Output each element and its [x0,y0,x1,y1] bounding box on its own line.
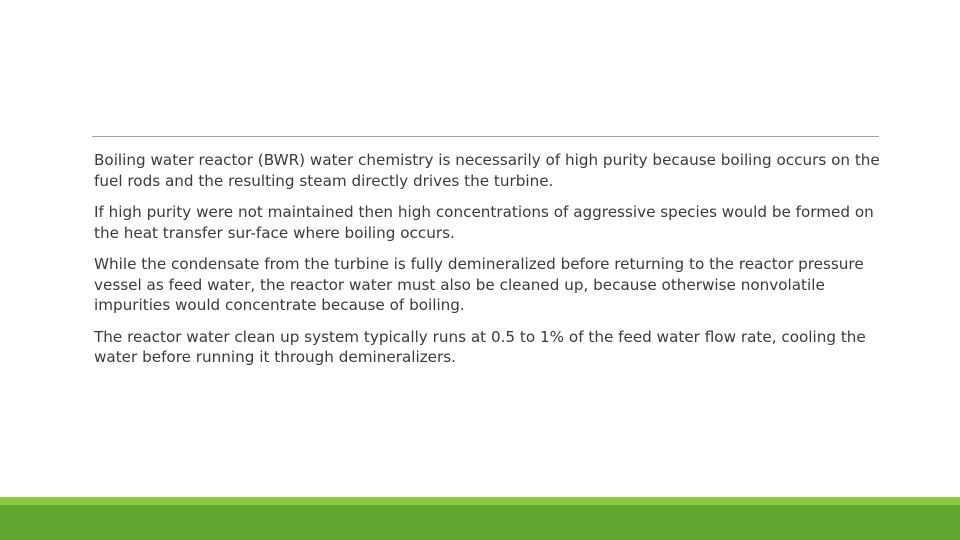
content-paragraph: While the condensate from the turbine is fully demineralized before returning to the reactor pressure vessel as feed water, the reactor water must also be cleaned up, because otherwise nonvolatile impurities would concentrate because of boiling. [94,255,864,314]
content-paragraph: The reactor water clean up system typically runs at 0.5 to 1% of the feed water flow rate, cooling the water before running it through demineralizers. [94,327,866,366]
content-paragraph: If high purity were not maintained then high concentrations of aggressive species would be formed on the heat transfer sur-face where boiling occurs. [94,203,874,242]
content-paragraph: Boiling water reactor (BWR) water chemistry is necessarily of high purity because boiling occurs on the fuel rods and the resulting steam directly drives the turbine. [94,151,880,190]
footer-accent-strip [0,497,960,505]
title-divider [92,136,879,137]
content-list [94,150,884,379]
footer-band [0,505,960,540]
